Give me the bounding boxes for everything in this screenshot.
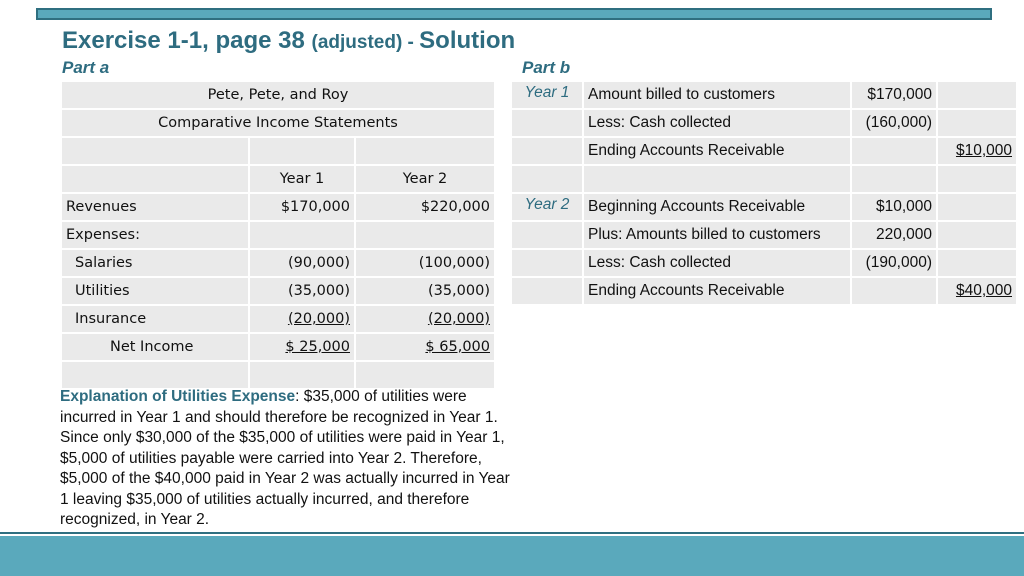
table-row (61, 109, 495, 137)
row-total (937, 249, 1017, 277)
income-statement-table (60, 80, 496, 390)
year-1-label: Year 1 (511, 81, 583, 109)
table-row (511, 221, 1017, 249)
row-label: Utilities (61, 277, 249, 305)
part-a-label: Part a (62, 58, 110, 77)
explanation-text: : $35,000 of utilities were incurred in Year 1 and should therefore be recognized in Year 1. Since only $30,000 of the $35,000 of utilities were paid in Year 1, $5,000 of utilities payable were carried into Year 2. Therefore, $5,000 of the $40,000 paid in Year 2 was actually incurred in Year 1 leaving $35,000 of utilities actually incurred, and therefore recognized, in Year 2. (60, 388, 510, 528)
cell-y2: $ 65,000 (425, 339, 490, 355)
bottom-divider (0, 532, 1024, 534)
explanation-label: Explanation of Utilities Expense (60, 388, 296, 405)
table-row (61, 333, 495, 361)
table-row (61, 221, 495, 249)
row-amount: $170,000 (851, 81, 937, 109)
table-row (61, 277, 495, 305)
cell-y1: $ 25,000 (285, 339, 350, 355)
cell-y2: (100,000) (355, 249, 495, 277)
utilities-explanation (60, 387, 518, 531)
row-total: $40,000 (955, 282, 1012, 299)
row-desc: Ending Accounts Receivable (583, 137, 851, 165)
row-total: $10,000 (955, 142, 1012, 159)
table-row (511, 165, 1017, 193)
part-b-label: Part b (522, 58, 571, 77)
cell-y2 (355, 221, 495, 249)
year-2-label: Year 2 (511, 193, 583, 221)
table-row (511, 193, 1017, 221)
title-dash: - (402, 32, 420, 53)
table-row (61, 81, 495, 109)
top-accent-bar (36, 8, 992, 20)
table-row (511, 81, 1017, 109)
row-label: Salaries (61, 249, 249, 277)
row-desc: Beginning Accounts Receivable (583, 193, 851, 221)
accounts-receivable-table (510, 80, 1018, 306)
table-row (511, 249, 1017, 277)
table-row (61, 361, 495, 389)
row-desc: Plus: Amounts billed to customers (583, 221, 851, 249)
table-row (511, 137, 1017, 165)
row-label: Net Income (61, 333, 249, 361)
row-label: Revenues (61, 193, 249, 221)
table-row (61, 305, 495, 333)
statement-title: Comparative Income Statements (61, 109, 495, 137)
row-label: Insurance (61, 305, 249, 333)
cell-y1: (20,000) (287, 311, 350, 327)
row-amount: (190,000) (851, 249, 937, 277)
row-desc: Amount billed to customers (583, 81, 851, 109)
table-row (61, 249, 495, 277)
row-amount (851, 137, 937, 165)
row-total (937, 221, 1017, 249)
cell-y1 (249, 221, 355, 249)
cell-y1: (90,000) (249, 249, 355, 277)
row-amount: $10,000 (851, 193, 937, 221)
table-row (511, 109, 1017, 137)
title-main: Exercise 1-1, page 38 (62, 27, 305, 54)
row-desc: Ending Accounts Receivable (583, 277, 851, 305)
row-total (937, 109, 1017, 137)
cell-y2: (20,000) (427, 311, 490, 327)
slide-title (62, 27, 515, 55)
cell-y2: $220,000 (355, 193, 495, 221)
header-year-2: Year 2 (355, 165, 495, 193)
cell-y1: (35,000) (249, 277, 355, 305)
header-year-1: Year 1 (249, 165, 355, 193)
row-desc: Less: Cash collected (583, 249, 851, 277)
row-amount: 220,000 (851, 221, 937, 249)
cell-y2: (35,000) (355, 277, 495, 305)
title-solution: Solution (419, 27, 516, 54)
row-label: Expenses: (61, 221, 249, 249)
cell-y1: $170,000 (249, 193, 355, 221)
table-row (61, 193, 495, 221)
row-amount: (160,000) (851, 109, 937, 137)
title-adjusted: (adjusted) (311, 32, 403, 53)
table-row (61, 137, 495, 165)
row-total (937, 193, 1017, 221)
row-desc: Less: Cash collected (583, 109, 851, 137)
table-row (61, 165, 495, 193)
row-amount (851, 277, 937, 305)
table-row (511, 277, 1017, 305)
company-name: Pete, Pete, and Roy (61, 81, 495, 109)
row-total (937, 81, 1017, 109)
bottom-accent-bar (0, 536, 1024, 576)
